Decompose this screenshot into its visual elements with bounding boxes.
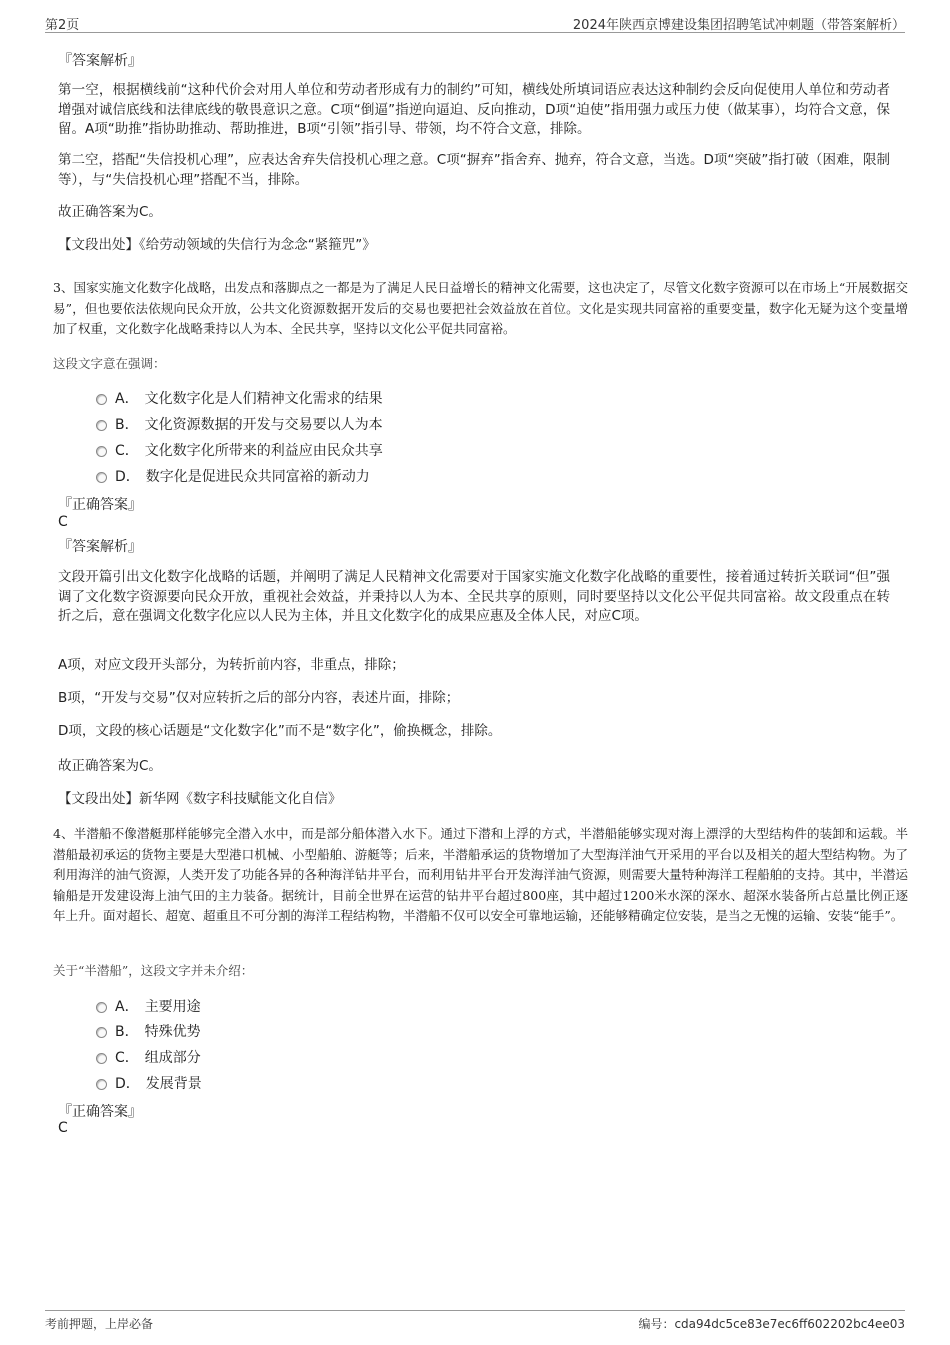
q2-analysis-label: 『答案解析』 <box>58 53 142 69</box>
radio-icon[interactable] <box>96 472 107 483</box>
q3-stem: 3、国家实施文化数字化战略，出发点和落脚点之一都是为了满足人民日益增长的精神文化需要，这也决定了，尽管文化数字资源可以在市场上“开展数据交易”，但也要依法依规向民众开放，公共文化资源数据开发后的交易也要把社会效益放在首位。文化是实现共同富裕的重要变量，数字化无疑为这个变量增加了权重，文化数字化战略秉持以人为本、全民共享，坚持以文化公平促共同富裕。 <box>53 280 908 336</box>
q2-conclusion: 故正确答案为C。 <box>58 204 162 220</box>
option-key: C． <box>115 443 139 459</box>
page-number: 第2页 <box>45 18 80 33</box>
footer-slogan: 考前押题，上岸必备 <box>45 1317 154 1331</box>
q4-option-c[interactable] <box>96 1047 201 1067</box>
q3-option-b[interactable] <box>96 414 383 434</box>
q3-prompt: 这段文字意在强调： <box>53 356 166 371</box>
document-title: 2024年陕西京博建设集团招聘笔试冲刺题（带答案解析） <box>572 18 905 33</box>
q3-answer: C <box>58 514 68 530</box>
radio-icon[interactable] <box>96 1079 107 1090</box>
option-key: A． <box>115 999 139 1015</box>
q2-analysis-paragraph-1: 第一空，根据横线前“这种代价会对用人单位和劳动者形成有力的制约”可知，横线处所填词语应表达这种制约会反向促使用人单位和劳动者增强对诚信底线和法律底线的敬畏意识之意。C项“倒逼”指逆向逼迫、反向推动，D项“迫使”指用强力或压力使（做某事），均符合文意，保留。A项“助推”指协助推动、帮助推进，B项“引领”指引导、带领，均不符合文意，排除。 <box>58 82 890 137</box>
q3-analysis-paragraph-3: B项，“开发与交易”仅对应转折之后的部分内容，表述片面，排除； <box>58 690 460 706</box>
q3-option-d[interactable] <box>96 466 370 486</box>
q3-option-c[interactable] <box>96 440 383 460</box>
option-key: B． <box>115 417 139 433</box>
option-text: 发展背景 <box>145 1076 202 1092</box>
radio-icon[interactable] <box>96 446 107 457</box>
page-footer <box>45 1310 905 1333</box>
option-text: 文化数字化是人们精神文化需求的结果 <box>144 391 383 407</box>
q4-answer-label: 『正确答案』 <box>58 1104 142 1120</box>
q3-analysis-paragraph-1: 文段开篇引出文化数字化战略的话题，并阐明了满足人民精神文化需要对于国家实施文化数字化战略的重要性，接着通过转折关联词“但”强调了文化数字资源要向民众开放，重视社会效益，并秉持以人为本、全民共享的原则，同时要坚持以文化公平促共同富裕。故文段重点在转折之后，意在强调文化数字化应以人民为主体，并且文化数字化的成果应惠及全体人民，对应C项。 <box>58 569 890 624</box>
q4-prompt: 关于“半潜船”，这段文字并未介绍： <box>53 963 254 978</box>
q4-option-a[interactable] <box>96 996 201 1016</box>
option-key: D． <box>115 1076 140 1092</box>
radio-icon[interactable] <box>96 1027 107 1038</box>
option-key: D． <box>115 469 140 485</box>
option-text: 数字化是促进民众共同富裕的新动力 <box>145 469 370 485</box>
radio-icon[interactable] <box>96 1002 107 1013</box>
q2-source: 【文段出处】《给劳动领域的失信行为念念“紧箍咒”》 <box>58 237 376 253</box>
radio-icon[interactable] <box>96 394 107 405</box>
radio-icon[interactable] <box>96 1053 107 1064</box>
option-text: 主要用途 <box>144 999 201 1015</box>
q2-analysis-paragraph-2: 第二空，搭配“失信投机心理”，应表达舍弃失信投机心理之意。C项“摒弃”指舍弃、抛弃，符合文意，当选。D项“突破”指打破（困难，限制等），与“失信投机心理”搭配不当，排除。 <box>58 152 890 188</box>
q3-analysis-paragraph-2: A项，对应文段开头部分，为转折前内容，非重点，排除； <box>58 657 405 673</box>
q3-conclusion: 故正确答案为C。 <box>58 758 162 774</box>
option-key: B． <box>115 1024 139 1040</box>
q4-option-b[interactable] <box>96 1021 201 1041</box>
document-code: 编号：cda94dc5ce83e7ec6ff602202bc4ee03 <box>638 1317 905 1331</box>
q4-answer: C <box>58 1120 68 1136</box>
radio-icon[interactable] <box>96 420 107 431</box>
q3-source: 【文段出处】新华网《数字科技赋能文化自信》 <box>58 791 342 807</box>
page-header <box>45 12 905 33</box>
q3-answer-label: 『正确答案』 <box>58 497 142 513</box>
q3-analysis-label: 『答案解析』 <box>58 539 142 555</box>
q3-option-a[interactable] <box>96 388 383 408</box>
q4-option-d[interactable] <box>96 1073 202 1093</box>
option-key: C． <box>115 1050 139 1066</box>
option-text: 文化数字化所带来的利益应由民众共享 <box>144 443 383 459</box>
q4-stem: 4、半潜船不像潜艇那样能够完全潜入水中，而是部分船体潜入水下。通过下潜和上浮的方式，半潜船能够实现对海上漂浮的大型结构件的装卸和运载。半潜船最初承运的货物主要是大型港口机械、小型船舶、游艇等；后来，半潜船承运的货物增加了大型海洋油气开采用的平台以及相关的超大型结构物。为了利用海洋的油气资源，人类开发了功能各异的各种海洋钻井平台，而利用钻井平台开发海洋油气资源，则需要大量特种海洋工程船舶的支持。其中，半潜运输船是开发建设海上油气田的主力装备。据统计，目前全世界在运营的钻井平台超过800座，其中超过1200米水深的深水、超深水装备所占总量比例正逐年上升。面对超长、超宽、超重且不可分割的海洋工程结构物，半潜船不仅可以安全可靠地运输，还能够精确定位安装，是当之无愧的运输、安装“能手”。 <box>53 826 908 923</box>
option-text: 组成部分 <box>144 1050 201 1066</box>
option-text: 特殊优势 <box>144 1024 201 1040</box>
option-text: 文化资源数据的开发与交易要以人为本 <box>144 417 383 433</box>
option-key: A． <box>115 391 139 407</box>
q3-analysis-paragraph-4: D项，文段的核心话题是“文化数字化”而不是“数字化”，偷换概念，排除。 <box>58 723 502 739</box>
